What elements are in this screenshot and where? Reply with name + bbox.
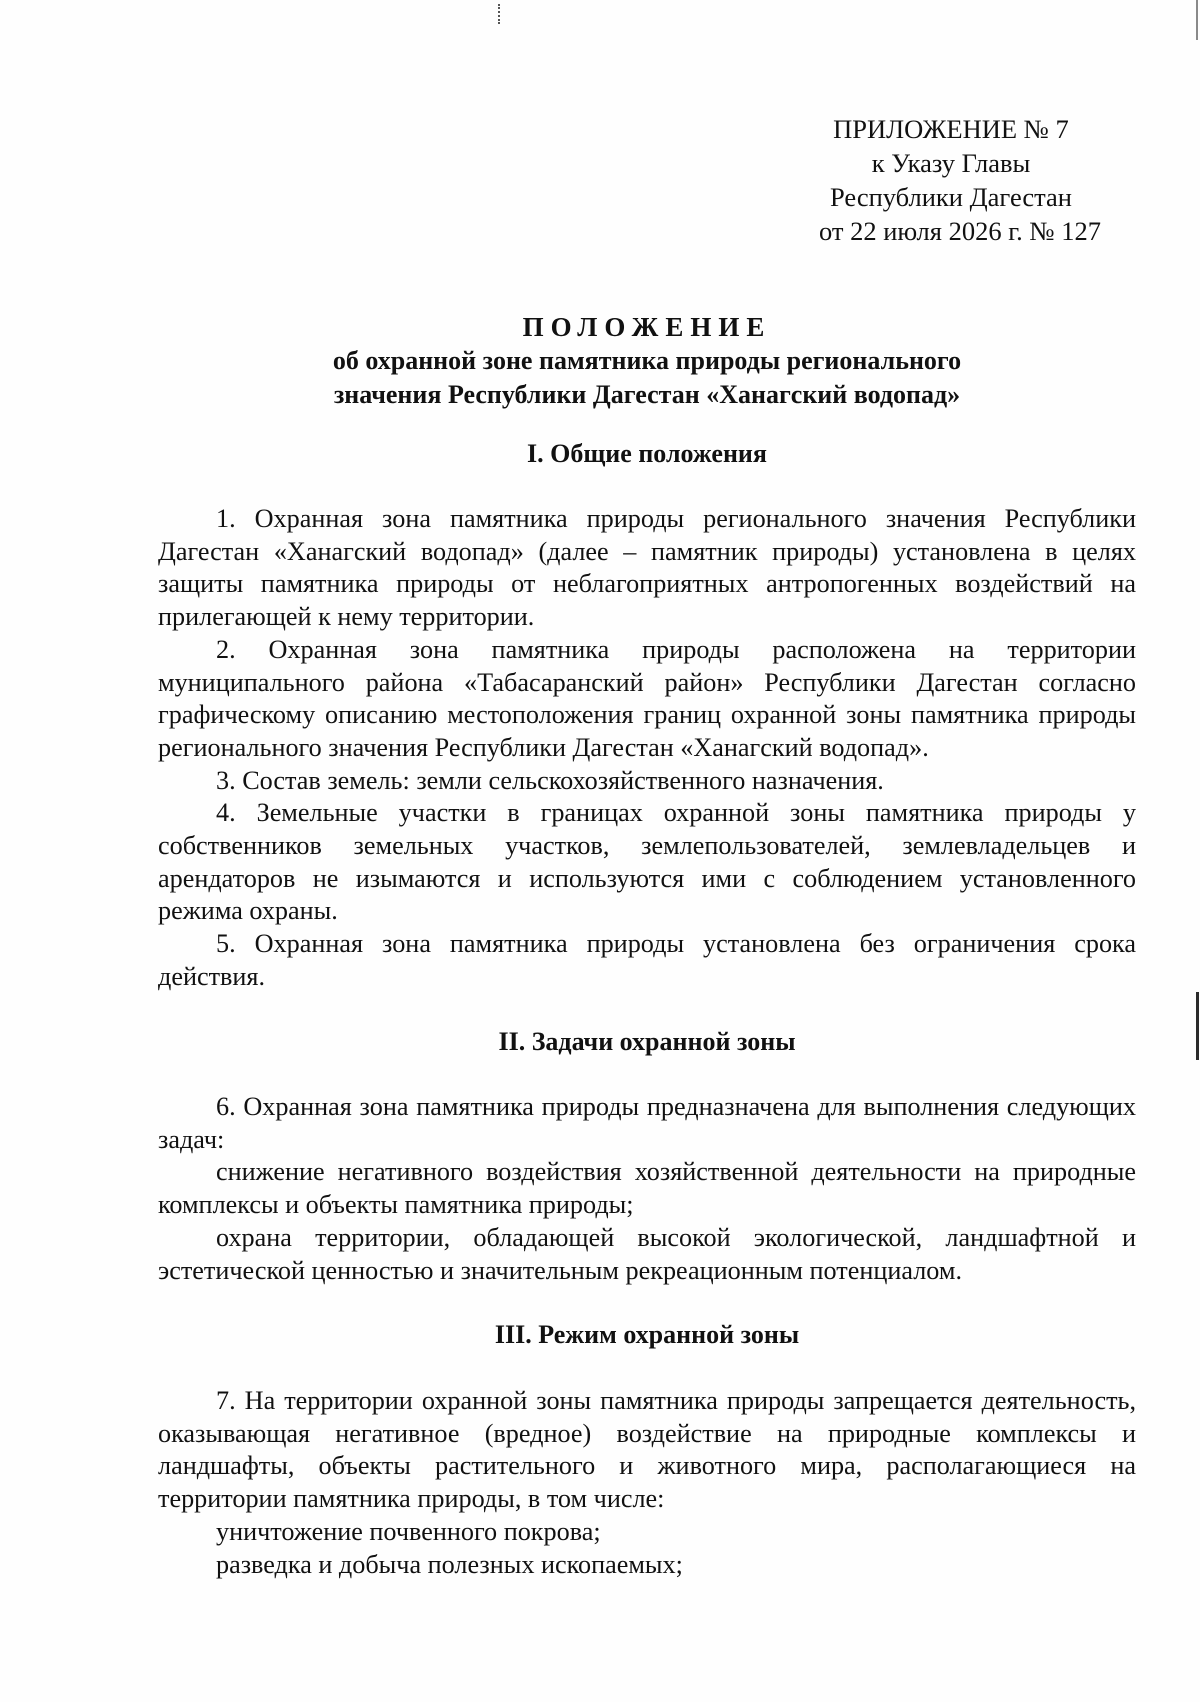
paragraph: охрана территории, обладающей высокой экологической, ландшафтной и эстетической ценностью и значительным рекреационным потенциалом. (158, 1222, 1136, 1285)
paragraph: 4. Земельные участки в границах охранной зоны памятника природы у собственников земельных участков, землепользователей, землевладельцев и арендаторов не изымаются и используются ими с соблюдением установленного режима охраны. (158, 798, 1136, 926)
paragraph: снижение негативного воздействия хозяйственной деятельности на природные комплексы и объекты памятника природы; (158, 1157, 1136, 1220)
document-subtitle-line-2: значения Республики Дагестан «Ханагский водопад» (333, 380, 961, 409)
section-heading-general: I. Общие положения (527, 439, 767, 468)
paragraph: 7. На территории охранной зоны памятника природы запрещается деятельность, оказывающая негативное (вредное) воздействие на природные комплексы и ландшафты, объекты растительного и животного мира, располагающиеся на территории памятника природы, в том числе: (158, 1386, 1136, 1514)
paragraph: 5. Охранная зона памятника природы установлена без ограничения срока действия. (158, 929, 1136, 991)
scan-artifact-right (1196, 992, 1199, 1060)
document-title: ПОЛОЖЕНИЕ (522, 312, 772, 342)
section-heading-regime: III. Режим охранной зоны (494, 1320, 800, 1349)
section-tasks-paragraphs (158, 1091, 1136, 1287)
section-regime-paragraphs (158, 1385, 1136, 1581)
paragraph: уничтожение почвенного покрова; (216, 1516, 601, 1546)
paragraph: 3. Состав земель: земли сельскохозяйственного назначения. (216, 765, 884, 795)
scan-artifact-top (498, 4, 502, 24)
appendix-republic: Республики Дагестан (830, 182, 1072, 212)
section-heading-tasks: II. Задачи охранной зоны (498, 1027, 796, 1056)
title-block (158, 310, 1136, 412)
paragraph: 2. Охранная зона памятника природы расположена на территории муниципального района «Табасаранский район» Республики Дагестан согласно графическому описанию местоположения границ охранной зоны памятника природы регионального значения Республики Дагестан «Ханагский водопад». (158, 634, 1136, 762)
paragraph: разведка и добыча полезных ископаемых; (216, 1549, 683, 1579)
document-subtitle-line-1: об охранной зоне памятника природы регионального (332, 346, 962, 375)
section-general-paragraphs (158, 503, 1136, 994)
appendix-decree: к Указу Главы (871, 148, 1031, 178)
appendix-date: от 22 июля 2026 г. № 127 (818, 216, 1101, 246)
appendix-block (158, 112, 1101, 248)
appendix-number: ПРИЛОЖЕНИЕ № 7 (833, 114, 1069, 144)
scan-artifact-right-top (1196, 0, 1198, 40)
paragraph: 1. Охранная зона памятника природы регионального значения Республики Дагестан «Ханагский водопад» (далее – памятник природы) установлена в целях защиты памятника природы от неблагоприятных антропогенных воздействий на прилегающей к нему территории. (158, 504, 1136, 632)
paragraph: 6. Охранная зона памятника природы предназначена для выполнения следующих задач: (158, 1092, 1136, 1154)
